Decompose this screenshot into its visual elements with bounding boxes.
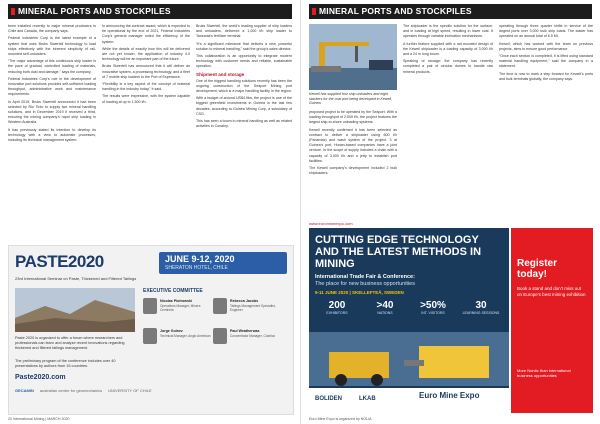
shiploader-photo [309, 24, 397, 90]
paragraph: “The major advantage of this continuous ship loader is the pace of gradual, controlled loading of materials, reducing both dust and damage,” says the company. [8, 59, 96, 74]
paragraph: This has seen a boom in mineral handling as well as related activities in Conakry. [196, 119, 292, 129]
mining-machinery-image [309, 332, 509, 386]
paragraph: Speaking of storage: the company has recently completed a pair of circular domes to handle raw mineral products. [403, 59, 493, 74]
header-marker [11, 8, 15, 15]
paste-body-2: The preliminary program of the conference includes over 40 presentations by authors from 15 countries. [15, 359, 116, 368]
left-section-header [8, 4, 292, 19]
expo-tagline: The place for new business opportunities [315, 281, 415, 287]
paragraph: In announcing the contract award, which is expected to be operational by the end of 2021, Federal Industries Corp’s general manager noted the efficiency of the system. [102, 24, 190, 44]
stat-visitors [411, 300, 455, 328]
committee-member [143, 328, 213, 354]
paragraph: “Flexibility is a key aspect of the concept of material handling in the industry today,” it said. [102, 82, 190, 92]
right-header-title: MINERAL PORTS AND STOCKPILES [319, 6, 472, 16]
right-article-column-1 [309, 110, 397, 218]
member-name: Jorge Guinez [160, 329, 183, 333]
paste-hero-image [15, 288, 135, 332]
paste-dates: JUNE 9-12, 2020 [165, 254, 235, 264]
committee-member [143, 298, 213, 324]
stat-value: >50% [420, 300, 446, 311]
sponsor-logo: australian centre for geomechanics [39, 388, 103, 393]
right-page-footer: Euro Mine Expo is organized by NOLIA [309, 417, 372, 421]
committee-member [213, 328, 283, 354]
person-photo [143, 298, 157, 314]
paste-date-banner [159, 252, 287, 274]
committee-title: EXECUTIVE COMMITTEE [143, 288, 203, 294]
header-marker [312, 8, 316, 15]
euromineexpo-logo: Euro Mine Expo [419, 391, 480, 400]
paste-url-link[interactable]: Paste2020.com [15, 374, 66, 381]
member-role: Tailings Management Specialist, Engineer [230, 304, 276, 312]
advert-url-link[interactable]: www.euromineexpo.com [309, 221, 353, 226]
left-article-column-2 [102, 24, 190, 239]
register-body: Book a stand and don’t miss out on Europe’s best mining exhibition [517, 286, 586, 297]
stat-sessions [459, 300, 503, 328]
paragraph: “It’s a significant milestone that delivers a new, powerful solution to mineral handling,” said the group’s sales director. [196, 41, 292, 51]
register-panel[interactable] [511, 228, 593, 413]
paragraph: The shiploader is the specific solution for the surface, and in loading at high speed, resulting in lower cost. It operates through variable inclination mechanisms. [403, 24, 493, 39]
stat-label: EXHIBITORS [326, 311, 348, 315]
paragraph: One of the biggest handling solutions recently has been the ongoing construction of the Seaport Mining port development, which is a major handling facility in the region. [196, 78, 292, 94]
stat-label: LEARNING SESSIONS [462, 311, 500, 315]
paragraph: Federal Industries Corp’s role in the development of innovative port solutions provides self-sufficient loading throughput, administrative work and maintenance requirements. [8, 76, 96, 97]
paragraph: “Once each section is completed, it is lifted using standard material handling equipment,” said the company in a statement. [499, 54, 593, 69]
right-page [300, 0, 600, 424]
paste-sponsor-logos [15, 388, 152, 393]
right-section-header [309, 4, 592, 19]
paragraph: It has previously stated its intention to develop its technology with a view to automate processes, including its technical management system. [8, 127, 96, 143]
left-article-column-3 [196, 24, 292, 239]
photo-caption: Kewell has supplied four ship unloaders and eight stackers for the coal port being developed in Kewell, Guinea [309, 92, 393, 106]
paragraph: Bruks Siwertell, the world’s leading supplier of ship loaders and unloaders, delivered a 1,000 t/h ship loader to Tanzania’s fertilizer terminal. [196, 24, 292, 39]
expo-subheadline: International Trade Fair & Conference: [315, 274, 415, 280]
paragraph: operating through three quarter shifts in service of the largest ports over 3,000 bulk ship loads. The loader has operated on an annual total of 6.5 Mt. [499, 24, 593, 39]
tailings-landscape-image [15, 288, 135, 332]
committee-member [213, 298, 283, 324]
expo-sponsor-bar [309, 388, 509, 413]
left-header-title: MINERAL PORTS AND STOCKPILES [18, 6, 171, 16]
paragraph: Bruks Siwertell has announced that it will deliver an innovative system, a processing technology, and a fleet of 7 mobile ship loaders to the Port of Esperance. [102, 64, 190, 79]
stat-value: >40 [376, 300, 394, 311]
paragraph: been installed recently to major mineral producers in Chile and Canada, the company says. [8, 24, 96, 34]
member-name: Nicolas Piotrowski [160, 299, 192, 303]
paragraph: In April 2019, Bruks Siwertell announced it had been selected by Rio Tinto to supply two mineral handling solutions, and in December 2019 it received a third, ensuring the mining company’s rapid ship loading in Western Australia. [8, 99, 96, 125]
sponsor-logo: LKAB [359, 396, 376, 402]
person-photo [213, 328, 227, 344]
expo-stats [315, 300, 503, 328]
paste-committee [143, 288, 283, 404]
paste2020-advert[interactable] [8, 245, 294, 415]
left-article-column-1 [8, 24, 96, 239]
sponsor-logo: BOLIDEN [315, 396, 342, 402]
sponsor-logo: GECAMIN [15, 388, 34, 393]
paragraph: The results were impressive, with the system capable of loading at up to 1,500 t/h. [102, 94, 190, 104]
sponsor-logo: UNIVERSITY OF CHILE [108, 388, 152, 393]
member-role: Concentrator Manager, Codelco [230, 334, 276, 338]
stat-value: 30 [475, 300, 487, 311]
member-name: Rebecca Jacobs [230, 299, 259, 303]
stat-value: 200 [328, 300, 346, 311]
expo-headline: CUTTING EDGE TECHNOLOGY AND THE LATEST METHODS IN MINING [315, 234, 482, 270]
paragraph: A further feature supplied with a rail-mounted design of the Kewell shiploader is a loading capacity of 3,000 t/h and a 24 m long boom. [403, 41, 493, 57]
paragraph: With a budget of around US$4.9bn, the project is one of the biggest greenfield investments in Guinea in the last few decades, according to Guinea Mining Corp, a subsidiary of CSG. [196, 96, 292, 116]
stat-nations [363, 300, 407, 328]
person-photo [213, 298, 227, 314]
expo-brand-tag: More Nordic than international business opportunities [517, 368, 571, 378]
person-photo [143, 328, 157, 344]
expo-dates: 9-11 JUNE 2020 | SKELLEFTEÅ, SWEDEN [315, 290, 404, 295]
port-crane-image [309, 24, 397, 90]
paragraph: Kewell, which has worked with the team on previous projects, aims to ensure good performance. [499, 41, 593, 51]
left-page-footer: 20 International Mining | MARCH 2020 [8, 417, 70, 421]
stat-exhibitors [315, 300, 359, 328]
subheading-shipment: Shipment and storage [196, 71, 245, 77]
paragraph: Federal Industries Corp is the latest example of a system that uses Bruks Siwertell technology to load ships effectively with the inherent simplicity of rail-mounted self-unloaders. [8, 36, 96, 57]
member-name: Paul Weatherwax [230, 329, 260, 333]
paragraph: Kewell recently confirmed it has been selected as contract to deliver a shiploader using 600 t/h (Panamax) and wash system of the project. 3 at Guinea’s port, Hunan-based companies have a joint venture. In the scope of supply included a chain with a capacity of 3,000 t/h and a jetty to establish port facilities. [309, 127, 397, 163]
paste-subtitle: 23rd International Seminar on Paste, Thickened and Filtered Tailings [15, 276, 137, 281]
right-article-column-3 [499, 24, 593, 218]
paragraph: proposed project to be operated by the Seaport. With a loading throughput of 2,000 t/h, the project features the largest ship-to-shore unloading systems. [309, 110, 397, 125]
member-role: Operations Manager, Minera Centinela [160, 304, 201, 312]
euromineexpo-advert[interactable] [309, 228, 509, 413]
stat-label: INT. VISITORS [421, 311, 445, 315]
paragraph: The Kewell company’s development included 2 bulk shiploaders. [309, 166, 397, 176]
paragraph: This collaboration is an opportunity to integrate modern technology with customer needs and reliable, sustainable operation. [196, 54, 292, 69]
paragraph: The time is now to mark a step forward for Kewell’s ports and bulk terminals globally, the company says. [499, 71, 593, 81]
stat-label: NATIONS [377, 311, 393, 315]
register-title: Register today! [517, 258, 558, 280]
member-role: Technical Manager, Anglo American [160, 334, 211, 338]
paste-body: Paste 2020 is organized to offer a forum where researchers and professionals can learn and analyze recent innovations regarding thickened and filtered tailings management. [15, 336, 125, 350]
paragraph: While the details of exactly how this will be delivered are not yet known, the application of industry 4.0 technology will be an important part of the future. [102, 46, 190, 62]
paste-venue: SHERATON HOTEL, CHILE [165, 265, 228, 271]
expo-hero-image [309, 332, 509, 386]
paste-logo: PASTE2020 [15, 252, 104, 271]
right-article-column-2 [403, 24, 493, 218]
